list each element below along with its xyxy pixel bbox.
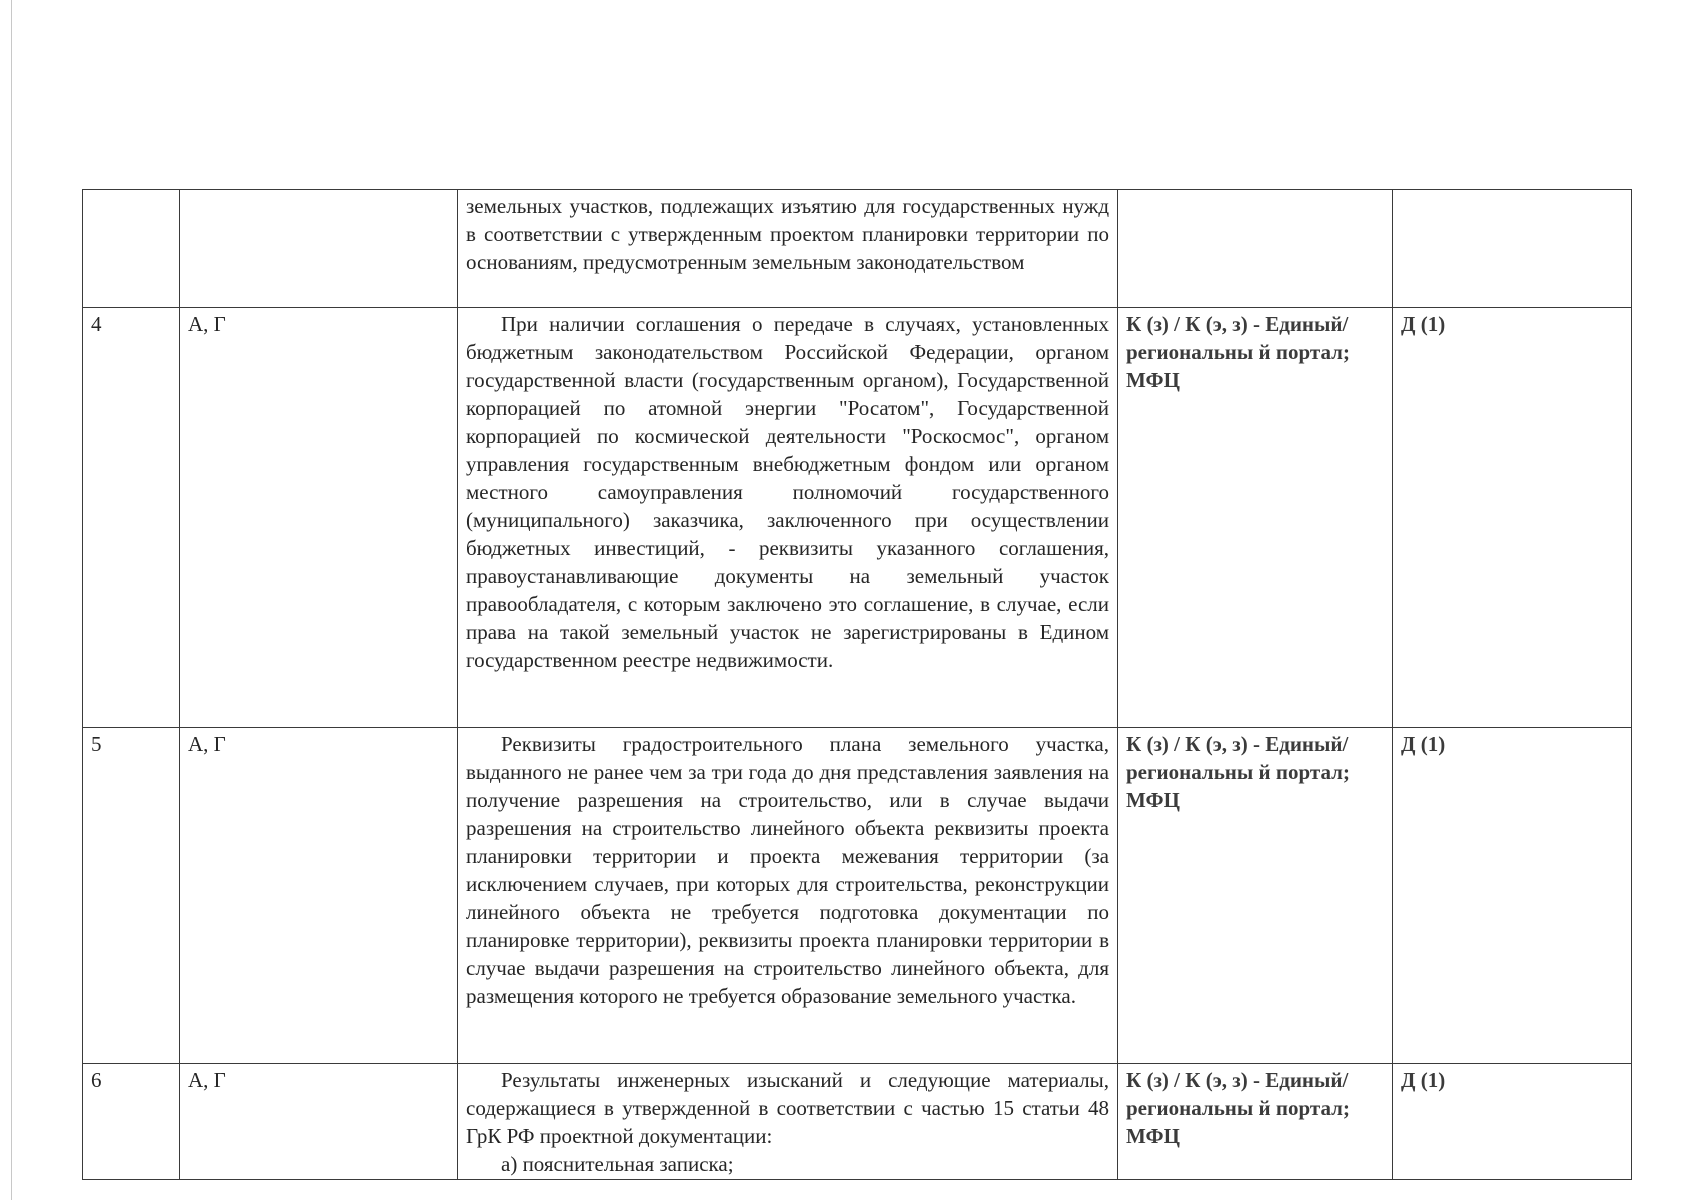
- cell-number: 6: [83, 1064, 180, 1180]
- cell-result: [1393, 190, 1632, 308]
- cell-number: [83, 190, 180, 308]
- table-row: [83, 728, 1632, 1064]
- table-row: [83, 308, 1632, 728]
- cell-document-text: [458, 190, 1118, 308]
- scan-edge-line: [11, 0, 12, 1200]
- document-text: При наличии соглашения о передаче в случаях, установленных бюджетным законодательством Российской Федерации, органом государственной власти (государственным органом), Государственной корпорацией по атомной энергии "Росатом", Государственной корпорацией по космической деятельности "Роскосмос", органом управления государственным внебюджетным фондом или органом местного самоуправления полномочий государственного (муниципального) заказчика, заключенного при осуществлении бюджетных инвестиций, - реквизиты указанного соглашения, правоустанавливающие документы на земельный участок правообладателя, с которым заключено это соглашение, в случае, если права на такой земельный участок не зарегистрированы в Едином государственном реестре недвижимости.: [466, 312, 1109, 672]
- document-text: Результаты инженерных изысканий и следующие материалы, содержащиеся в утвержденной в соответствии с частью 15 статьи 48 ГрК РФ проектной документации:: [466, 1068, 1109, 1148]
- cell-document-text: [458, 308, 1118, 728]
- document-text-item: а) пояснительная записка;: [501, 1152, 734, 1176]
- cell-channels: К (з) / К (э, з) - Единый/региональны й портал; МФЦ: [1118, 308, 1393, 728]
- document-text: земельных участков, подлежащих изъятию для государственных нужд в соответствии с утвержденным проектом планировки территории по основаниям, предусмотренным земельным законодательством: [466, 194, 1109, 274]
- cell-category: [180, 190, 458, 308]
- requirements-table: [82, 189, 1632, 1180]
- document-text: Реквизиты градостроительного плана земельного участка, выданного не ранее чем за три года до дня представления заявления на получение разрешения на строительство, или в случае выдачи разрешения на строительство линейного объекта реквизиты проекта планировки территории и проекта межевания территории (за исключением случаев, при которых для строительства, реконструкции линейного объекта не требуется подготовка документации по планировке территории), реквизиты проекта планировки территории в случае выдачи разрешения на строительство линейного объекта, для размещения которого не требуется образование земельного участка.: [466, 732, 1109, 1008]
- cell-document-text: [458, 728, 1118, 1064]
- cell-number: 4: [83, 308, 180, 728]
- table-row-continuation: [83, 190, 1632, 308]
- table-row: [83, 1064, 1632, 1180]
- cell-category: А, Г: [180, 728, 458, 1064]
- cell-category: А, Г: [180, 1064, 458, 1180]
- cell-channels: К (з) / К (э, з) - Единый/региональны й портал; МФЦ: [1118, 1064, 1393, 1180]
- cell-number: 5: [83, 728, 180, 1064]
- cell-channels: [1118, 190, 1393, 308]
- cell-channels: К (з) / К (э, з) - Единый/региональны й портал; МФЦ: [1118, 728, 1393, 1064]
- cell-result: Д (1): [1393, 308, 1632, 728]
- cell-result: Д (1): [1393, 1064, 1632, 1180]
- cell-category: А, Г: [180, 308, 458, 728]
- cell-document-text: [458, 1064, 1118, 1180]
- cell-result: Д (1): [1393, 728, 1632, 1064]
